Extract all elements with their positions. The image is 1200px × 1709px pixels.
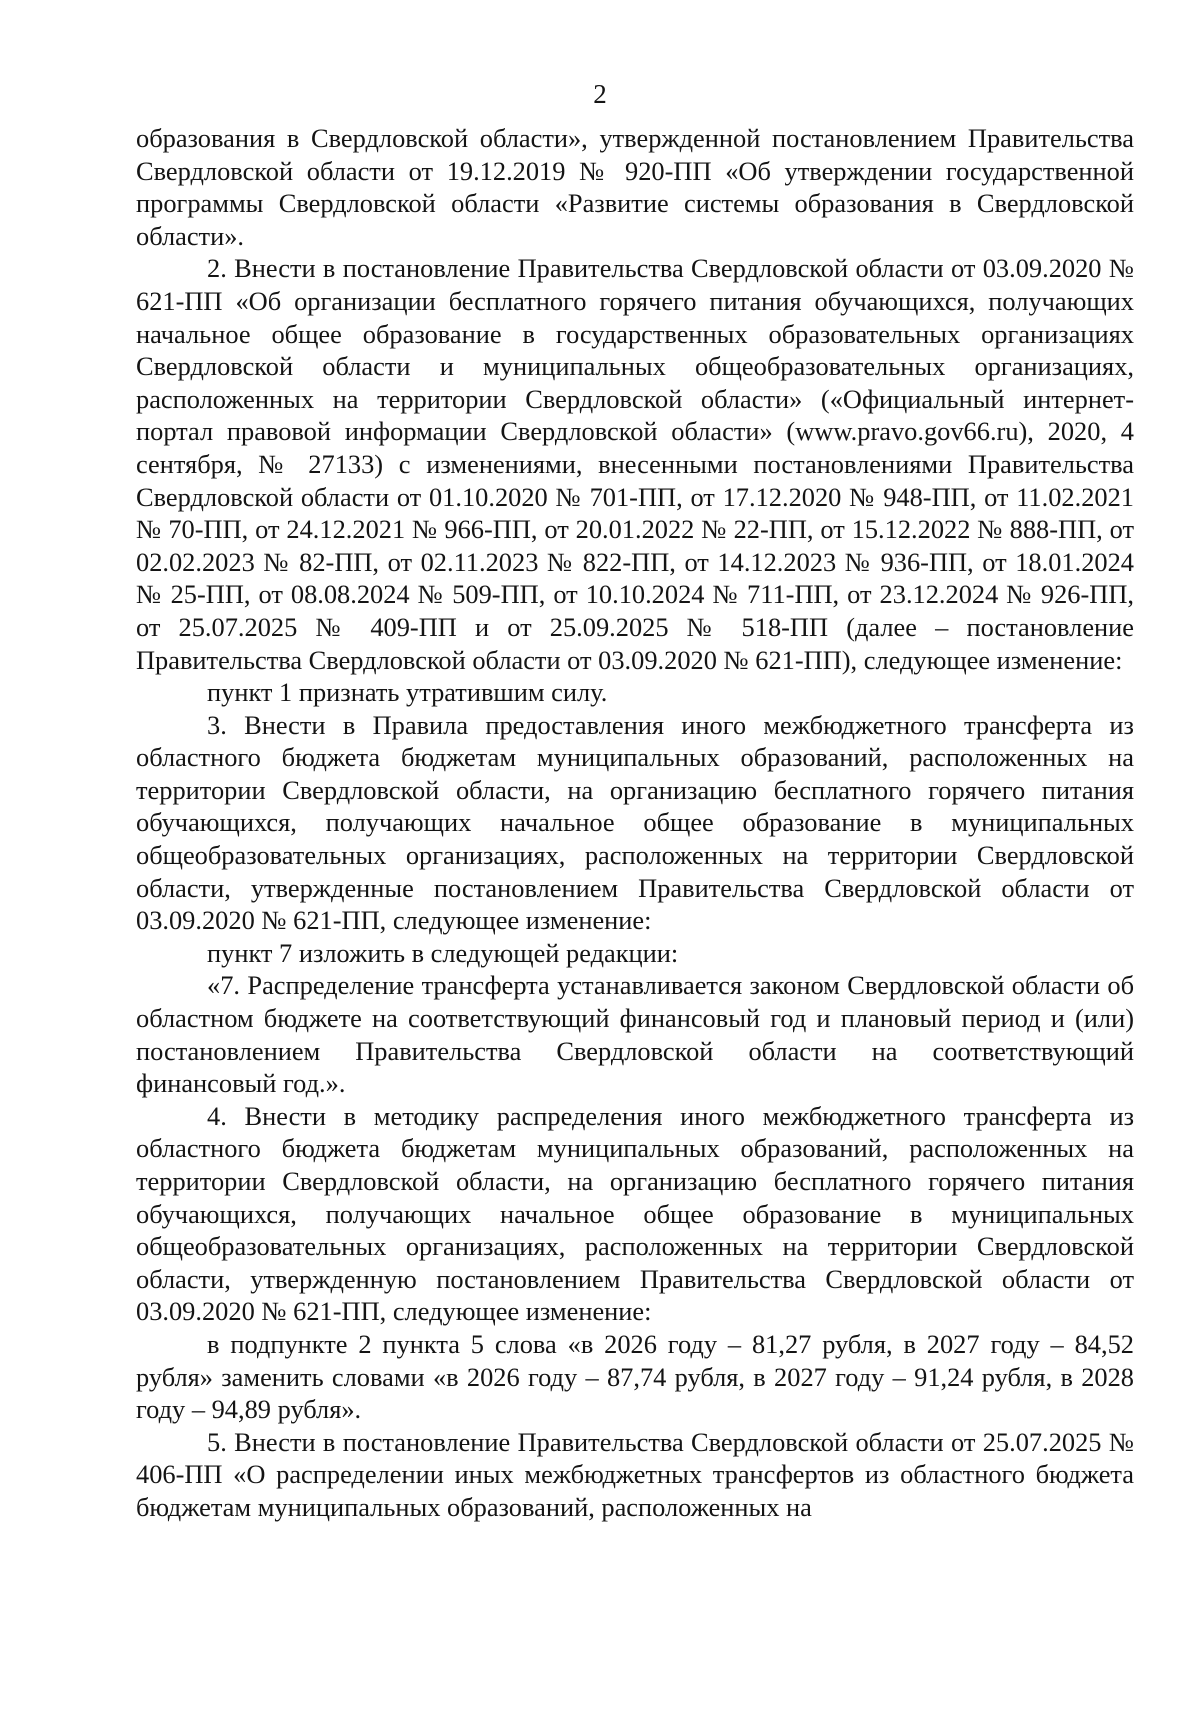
paragraph-item-4: 4. Внести в методику распределения иного межбюджетного трансферта из областного бюджета бюджетам муниципальных образований, расположенных на территории Свердловской области, на организацию бесплатного горячего питания обучающихся, получающих начальное общее образование в муниципальных общеобразовательных организациях, расположенных на территории Свердловской области, утвержденную постановлением Правительства Свердловской области от 03.09.2020 № 621-ПП, следующее изменение:	[136, 1100, 1134, 1327]
paragraph-item-2-change: пункт 1 признать утратившим силу.	[207, 677, 608, 708]
paragraph-item-3-new-text: «7. Распределение трансферта устанавливается законом Свердловской области об областном бюджете на соответствующий финансовый год и плановый период и (или) постановлением Правительства Свердловской области на соответствующий финансовый год.».	[136, 970, 1134, 1099]
paragraph-item-3: 3. Внести в Правила предоставления иного межбюджетного трансферта из областного бюджета бюджетам муниципальных образований, расположенных на территории Свердловской области, на организацию бесплатного горячего питания обучающихся, получающих начальное общее образование в муниципальных общеобразовательных организациях, расположенных на территории Свердловской области, утвержденные постановлением Правительства Свердловской области от 03.09.2020 № 621-ПП, следующее изменение:	[136, 709, 1134, 936]
paragraph-item-5: 5. Внести в постановление Правительства Свердловской области от 25.07.2025 № 406-ПП «О распределении иных межбюджетных трансфертов из областного бюджета бюджетам муниципальных образований, расположенных на	[136, 1426, 1134, 1522]
paragraph-intro-continuation: образования в Свердловской области», утвержденной постановлением Правительства Свердловской области от 19.12.2019 № 920-ПП «Об утверждении государственной программы Свердловской области «Развитие системы образования в Свердловской области».	[136, 123, 1134, 251]
page-number: 2	[593, 79, 607, 109]
paragraph-item-4-change: в подпункте 2 пункта 5 слова «в 2026 году – 81,27 рубля, в 2027 году – 84,52 рубля» заменить словами «в 2026 году – 87,74 рубля, в 2027 году – 91,24 рубля, в 2028 году – 94,89 рубля».	[136, 1328, 1134, 1425]
document-body	[136, 122, 1134, 1524]
paragraph-item-2: 2. Внести в постановление Правительства Свердловской области от 03.09.2020 № 621-ПП «Об организации бесплатного горячего питания обучающихся, получающих начальное общее образование в государственных образовательных организациях Свердловской области и муниципальных общеобразовательных организациях, расположенных на территории Свердловской области» («Официальный интернет-портал правовой информации Свердловской области» (www.pravo.gov66.ru), 2020, 4 сентября, № 27133) с изменениями, внесенными постановлениями Правительства Свердловской области от 01.10.2020 № 701-ПП, от 17.12.2020 № 948-ПП, от 11.02.2021 № 70-ПП, от 24.12.2021 № 966-ПП, от 20.01.2022 № 22-ПП, от 15.12.2022 № 888-ПП, от 02.02.2023 № 82-ПП, от 02.11.2023 № 822-ПП, от 14.12.2023 № 936-ПП, от 18.01.2024 № 25-ПП, от 08.08.2024 № 509-ПП, от 10.10.2024 № 711-ПП, от 23.12.2024 № 926-ПП, от 25.07.2025 № 409-ПП и от 25.09.2025 № 518-ПП (далее – постановление Правительства Свердловской области от 03.09.2020 № 621-ПП), следующее изменение:	[136, 253, 1134, 675]
paragraph-item-3-change: пункт 7 изложить в следующей редакции:	[207, 937, 679, 968]
